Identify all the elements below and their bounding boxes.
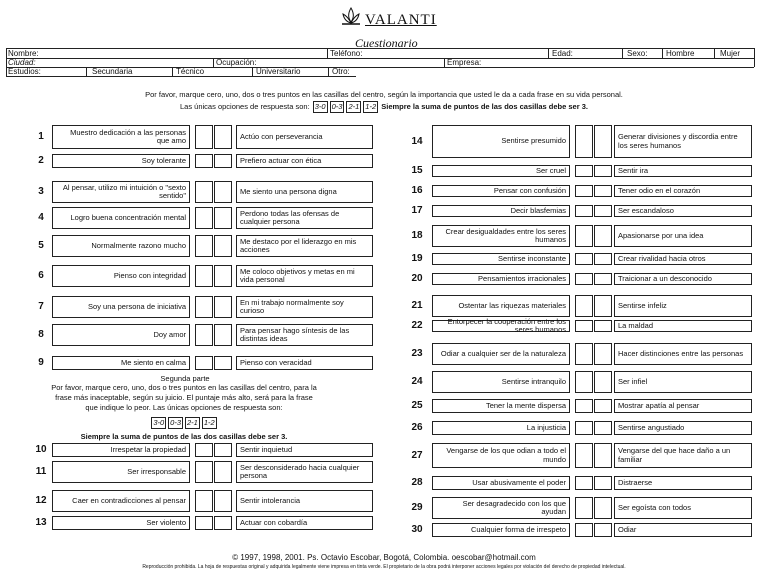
hombre-option[interactable]: Hombre	[666, 49, 695, 58]
sexo-label: Sexo:	[627, 49, 648, 58]
right-statement: Generar divisiones y discordia entre los seres humanos	[614, 125, 752, 158]
estudios-label: Estudios:	[8, 67, 41, 76]
left-score-cell[interactable]	[195, 296, 213, 318]
item-number: 29	[411, 502, 423, 513]
right-score-cell[interactable]	[594, 523, 612, 537]
left-score-cell[interactable]	[575, 421, 593, 435]
right-score-cell[interactable]	[214, 356, 232, 370]
right-score-cell[interactable]	[594, 399, 612, 413]
item-number: 15	[411, 165, 423, 176]
nombre-field[interactable]: Nombre:	[8, 49, 39, 58]
right-statement: Distraerse	[614, 476, 752, 490]
right-statement: Sentir ira	[614, 165, 752, 177]
item-number: 25	[411, 400, 423, 411]
right-score-cell[interactable]	[594, 343, 612, 365]
right-statement: Sentirse infeliz	[614, 295, 752, 317]
left-score-cell[interactable]	[195, 125, 213, 149]
left-statement: Ostentar las riquezas materiales	[432, 295, 570, 317]
left-statement: Sentirse presumido	[432, 125, 570, 158]
item-number: 23	[411, 348, 423, 359]
left-score-cell[interactable]	[575, 497, 593, 519]
left-score-cell[interactable]	[195, 461, 213, 483]
right-statement: Prefiero actuar con ética	[236, 154, 373, 168]
left-statement: Entorpecer la cooperación entre los seres humanos	[432, 320, 570, 332]
right-statement: Para pensar hago síntesis de las distintas ideas	[236, 324, 373, 346]
left-statement: Muestro dedicación a las personas que amo	[52, 125, 190, 149]
item-number: 28	[411, 477, 423, 488]
part1-instruction: Por favor, marque cero, uno, dos o tres puntos en las casillas del centro, según la importancia que usted le da a cada frase en su vida personal.	[145, 90, 623, 99]
left-score-cell[interactable]	[575, 443, 593, 468]
item-number: 13	[35, 517, 47, 528]
left-score-cell[interactable]	[195, 235, 213, 257]
right-score-cell[interactable]	[594, 253, 612, 265]
form-title: Cuestionario	[355, 36, 418, 50]
item-number: 19	[411, 253, 423, 264]
item-number: 5	[38, 240, 44, 251]
left-score-cell[interactable]	[575, 165, 593, 177]
right-statement: Me destaco por el liderazgo en mis acciones	[236, 235, 373, 257]
right-statement: Sentirse angustiado	[614, 421, 752, 435]
left-statement: Pensar con confusión	[432, 185, 570, 197]
right-score-cell[interactable]	[594, 371, 612, 393]
item-number: 20	[411, 273, 423, 284]
otro-field[interactable]: Otro:	[332, 67, 350, 76]
left-score-cell[interactable]	[575, 523, 593, 537]
left-statement: Pienso con integridad	[52, 265, 190, 287]
right-statement: Ser egoísta con todos	[614, 497, 752, 519]
left-score-cell[interactable]	[195, 265, 213, 287]
right-statement: Me siento una persona digna	[236, 181, 373, 203]
mujer-option[interactable]: Mujer	[720, 49, 741, 58]
option-4: 1-2	[365, 102, 377, 111]
left-score-cell[interactable]	[575, 295, 593, 317]
left-score-cell[interactable]	[575, 225, 593, 247]
left-score-cell[interactable]	[575, 185, 593, 197]
right-score-cell[interactable]	[214, 207, 232, 229]
telefono-field[interactable]: Teléfono:	[330, 49, 363, 58]
right-score-cell[interactable]	[214, 461, 232, 483]
left-statement: Usar abusivamente el poder	[432, 476, 570, 490]
part1-options-line: Las únicas opciones de respuesta son: 3-0 0-3 2-1 1-2 Siempre la suma de puntos de las dos casillas debe ser 3.	[180, 102, 588, 111]
item-number: 26	[411, 422, 423, 433]
ciudad-field[interactable]: Ciudad:	[8, 58, 36, 67]
right-score-cell[interactable]	[594, 165, 612, 177]
part2-line3: que indique lo peor. Las únicas opciones de respuesta son:	[85, 403, 283, 412]
right-statement: Hacer distinciones entre las personas	[614, 343, 752, 365]
item-number: 3	[38, 186, 44, 197]
right-score-cell[interactable]	[594, 295, 612, 317]
right-score-cell[interactable]	[594, 443, 612, 468]
item-number: 4	[38, 212, 44, 223]
part2-line4: Siempre la suma de puntos de las dos casillas debe ser 3.	[80, 432, 288, 441]
right-score-cell[interactable]	[214, 265, 232, 287]
left-statement: Normalmente razono mucho	[52, 235, 190, 257]
valanti-logo	[340, 6, 460, 34]
right-statement: En mi trabajo normalmente soy curioso	[236, 296, 373, 318]
left-score-cell[interactable]	[195, 490, 213, 512]
right-statement: Ser infiel	[614, 371, 752, 393]
left-score-cell[interactable]	[575, 205, 593, 217]
left-statement: La injusticia	[432, 421, 570, 435]
left-statement: Al pensar, utilizo mi intuición o "sexto sentido"	[52, 181, 190, 203]
legal-notice: Reproducción prohibida. La hoja de respuestas original y adquirida legalmente viene impresa en tinta verde. El propietario de la obra podrá interponer acciones legales por violación del derecho de propiedad intelectual.	[142, 564, 626, 570]
left-statement: Tener la mente dispersa	[432, 399, 570, 413]
left-score-cell[interactable]	[575, 343, 593, 365]
left-statement: Pensamientos irracionales	[432, 273, 570, 285]
part2-options: 3-0 0-3 2-1 1-2	[153, 418, 215, 427]
right-score-cell[interactable]	[214, 324, 232, 346]
item-number: 27	[411, 449, 423, 461]
item-number: 30	[411, 524, 423, 535]
right-statement: Pienso con veracidad	[236, 356, 373, 370]
right-statement: Sentir inquietud	[236, 443, 373, 457]
right-score-cell[interactable]	[214, 125, 232, 149]
item-number: 9	[38, 357, 44, 368]
item-number: 22	[411, 320, 423, 331]
left-statement: Doy amor	[52, 324, 190, 346]
item-number: 1	[38, 131, 44, 142]
right-statement: Actúo con perseverancia	[236, 125, 373, 149]
left-score-cell[interactable]	[575, 399, 593, 413]
item-number: 17	[411, 205, 423, 216]
ocupacion-field[interactable]: Ocupación:	[216, 58, 257, 67]
right-statement: La maldad	[614, 320, 752, 332]
right-statement: Ser escandaloso	[614, 205, 752, 217]
left-statement: Cualquier forma de irrespeto	[432, 523, 570, 537]
left-score-cell[interactable]	[195, 516, 213, 530]
tecnico-option[interactable]: Técnico	[176, 67, 205, 76]
item-number: 14	[411, 135, 423, 147]
option-3: 2-1	[348, 102, 360, 111]
left-statement: Irrespetar la propiedad	[52, 443, 190, 457]
left-statement: Crear desigualdades entre los seres humanos	[432, 225, 570, 247]
right-statement: Traicionar a un desconocido	[614, 273, 752, 285]
option-2: 0-3	[331, 102, 343, 111]
right-statement: Ser desconsiderado hacia cualquier persona	[236, 461, 373, 483]
item-number: 7	[38, 301, 44, 312]
item-number: 2	[38, 155, 44, 166]
right-score-cell[interactable]	[214, 490, 232, 512]
left-statement: Soy una persona de iniciativa	[52, 296, 190, 318]
lotus-icon	[340, 6, 362, 28]
left-statement: Caer en contradicciones al pensar	[52, 490, 190, 512]
right-statement: Odiar	[614, 523, 752, 537]
left-statement: Sentirse intranquilo	[432, 371, 570, 393]
edad-field[interactable]: Edad:	[552, 49, 573, 58]
right-score-cell[interactable]	[594, 421, 612, 435]
right-statement: Crear rivalidad hacia otros	[614, 253, 752, 265]
right-statement: Tener odio en el corazón	[614, 185, 752, 197]
right-statement: Actuar con cobardía	[236, 516, 373, 530]
part2-title: Segunda parte	[160, 374, 210, 383]
right-score-cell[interactable]	[214, 516, 232, 530]
item-number: 21	[411, 300, 423, 311]
left-statement: Soy tolerante	[52, 154, 190, 168]
left-statement: Me siento en calma	[52, 356, 190, 370]
item-number: 8	[38, 329, 44, 340]
logo-text: VALANTI	[365, 12, 437, 28]
left-score-cell[interactable]	[195, 324, 213, 346]
part2-line2: frase más inaceptable, según su juicio. El puntaje más alto, será para la frase	[55, 393, 313, 402]
right-score-cell[interactable]	[594, 225, 612, 247]
left-statement: Ser desagradecido con los que ayudan	[432, 497, 570, 519]
right-score-cell[interactable]	[214, 443, 232, 457]
left-score-cell[interactable]	[575, 273, 593, 285]
right-score-cell[interactable]	[594, 497, 612, 519]
right-statement: Sentir intolerancia	[236, 490, 373, 512]
secundaria-option[interactable]: Secundaria	[92, 67, 133, 76]
item-number: 16	[411, 185, 423, 196]
item-number: 11	[35, 466, 47, 477]
left-statement: Logro buena concentración mental	[52, 207, 190, 229]
right-score-cell[interactable]	[594, 476, 612, 490]
item-number: 24	[411, 376, 423, 387]
right-score-cell[interactable]	[594, 273, 612, 285]
left-score-cell[interactable]	[575, 320, 593, 332]
left-score-cell[interactable]	[195, 356, 213, 370]
left-statement: Vengarse de los que odian a todo el mundo	[432, 443, 570, 468]
left-score-cell[interactable]	[575, 371, 593, 393]
left-score-cell[interactable]	[575, 253, 593, 265]
left-statement: Ser cruel	[432, 165, 570, 177]
left-statement: Decir blasfemias	[432, 205, 570, 217]
left-statement: Sentirse inconstante	[432, 253, 570, 265]
item-number: 18	[411, 230, 423, 241]
left-statement: Odiar a cualquier ser de la naturaleza	[432, 343, 570, 365]
item-number: 10	[35, 444, 47, 455]
left-score-cell[interactable]	[195, 154, 213, 168]
right-score-cell[interactable]	[214, 154, 232, 168]
right-score-cell[interactable]	[214, 296, 232, 318]
right-score-cell[interactable]	[214, 235, 232, 257]
item-number: 12	[35, 495, 47, 506]
copyright: © 1997, 1998, 2001. Ps. Octavio Escobar, Bogotá, Colombia. oescobar@hotmail.com	[232, 553, 536, 562]
left-score-cell[interactable]	[575, 476, 593, 490]
empresa-field[interactable]: Empresa:	[447, 58, 482, 67]
right-score-cell[interactable]	[594, 205, 612, 217]
left-score-cell[interactable]	[195, 207, 213, 229]
right-score-cell[interactable]	[594, 125, 612, 158]
right-score-cell[interactable]	[214, 181, 232, 203]
right-statement: Apasionarse por una idea	[614, 225, 752, 247]
option-1: 3-0	[314, 102, 326, 111]
right-score-cell[interactable]	[594, 320, 612, 332]
right-statement: Me coloco objetivos y metas en mi vida personal	[236, 265, 373, 287]
right-statement: Vengarse del que hace daño a un familiar	[614, 443, 752, 468]
left-statement: Ser irresponsable	[52, 461, 190, 483]
part2-line1: Por favor, marque cero, uno, dos o tres puntos en las casillas del centro, para la	[51, 383, 317, 392]
left-score-cell[interactable]	[195, 443, 213, 457]
right-score-cell[interactable]	[594, 185, 612, 197]
left-statement: Ser violento	[52, 516, 190, 530]
right-statement: Mostrar apatía al pensar	[614, 399, 752, 413]
item-number: 6	[38, 270, 44, 281]
left-score-cell[interactable]	[195, 181, 213, 203]
right-statement: Perdono todas las ofensas de cualquier persona	[236, 207, 373, 229]
universitario-option[interactable]: Universitario	[256, 67, 301, 76]
left-score-cell[interactable]	[575, 125, 593, 158]
